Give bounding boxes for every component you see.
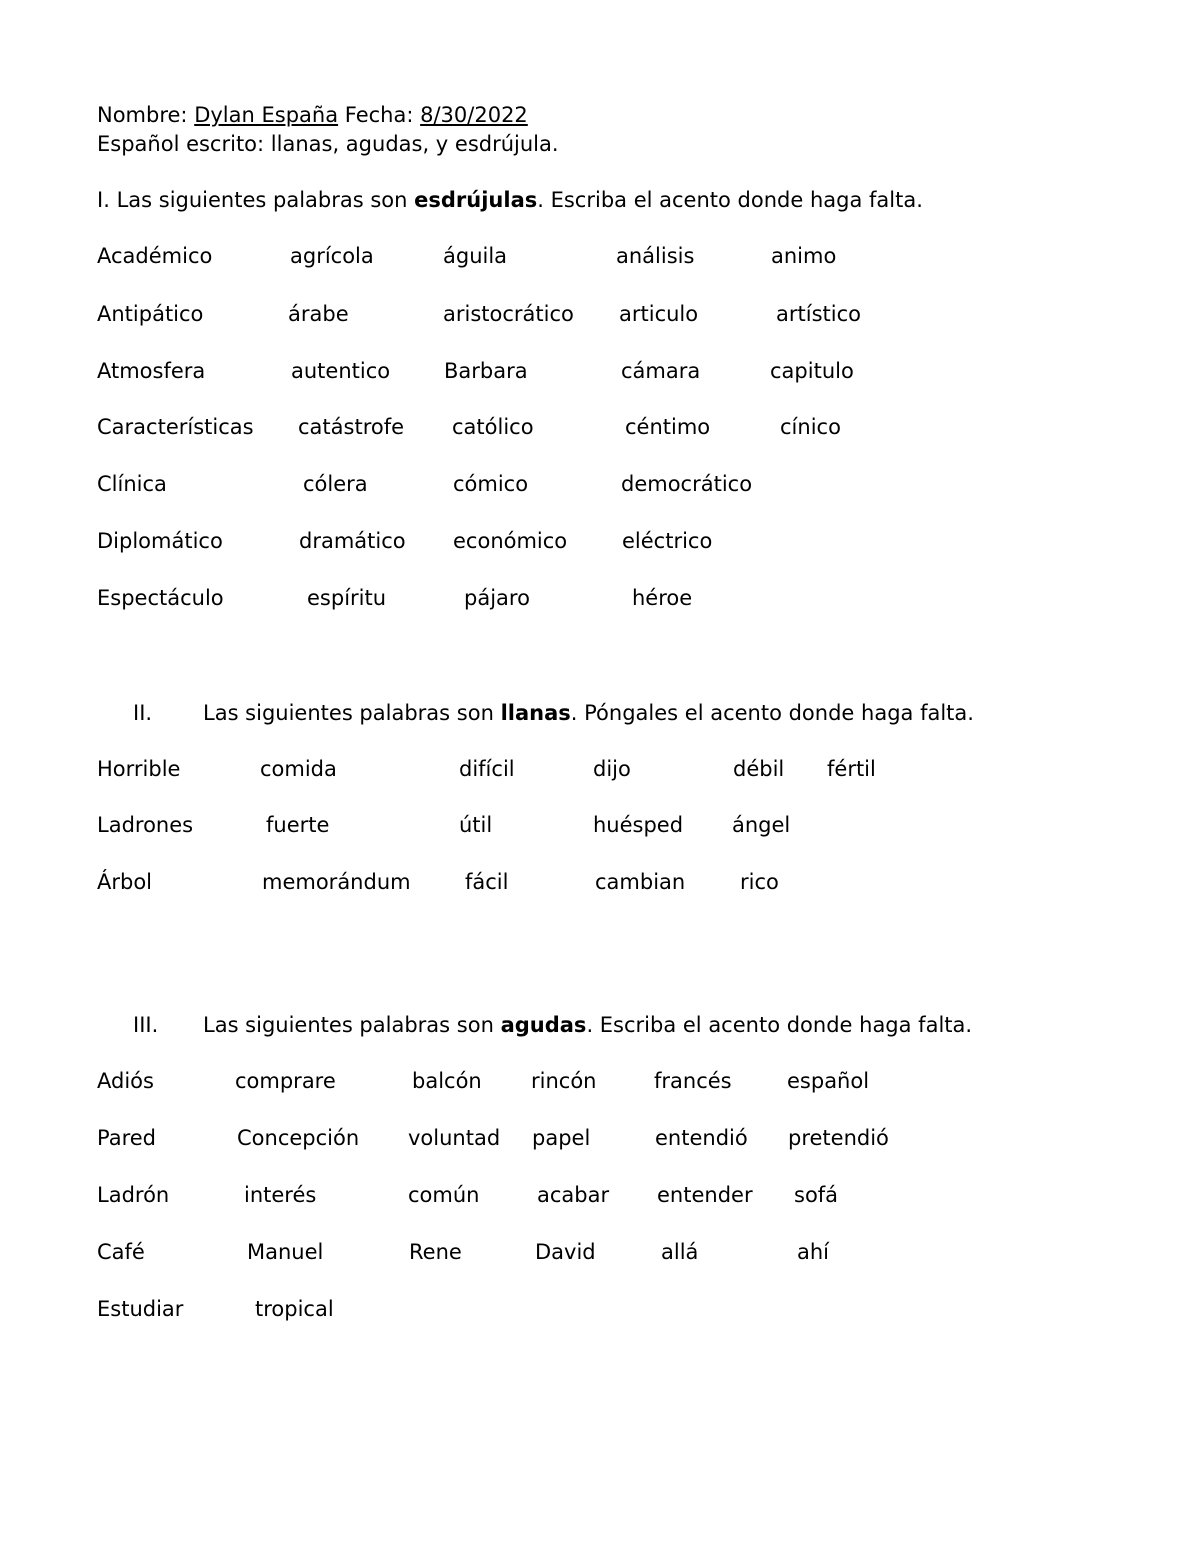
word-item: económico bbox=[453, 529, 568, 553]
word-item: Adiós bbox=[97, 1069, 154, 1093]
word-item: cambian bbox=[595, 870, 686, 894]
word-item: balcón bbox=[412, 1069, 482, 1093]
word-item: Antipático bbox=[97, 302, 204, 326]
word-item: entendió bbox=[655, 1126, 748, 1150]
word-item: Diplomático bbox=[97, 529, 223, 553]
word-item: Árbol bbox=[97, 870, 153, 894]
word-item: eléctrico bbox=[622, 529, 713, 553]
section-1-pre: Las siguientes palabras son bbox=[116, 188, 408, 212]
word-item: cómico bbox=[453, 472, 529, 496]
word-item: pretendió bbox=[788, 1126, 889, 1150]
section-1-heading bbox=[97, 187, 923, 213]
word-item: común bbox=[408, 1183, 480, 1207]
word-item: débil bbox=[733, 757, 785, 781]
word-item: fácil bbox=[465, 870, 509, 894]
word-item: Pared bbox=[97, 1126, 157, 1150]
word-item: dijo bbox=[593, 757, 631, 781]
word-item: interés bbox=[244, 1183, 317, 1207]
word-item: aristocrático bbox=[443, 302, 574, 326]
section-3-keyword: agudas bbox=[500, 1013, 587, 1037]
word-item: Concepción bbox=[237, 1126, 360, 1150]
word-item: catástrofe bbox=[298, 415, 405, 439]
word-item: huésped bbox=[593, 813, 684, 837]
section-2-keyword: llanas bbox=[500, 701, 571, 725]
word-item: Académico bbox=[97, 244, 213, 268]
section-3-pre: Las siguientes palabras son bbox=[203, 1013, 494, 1037]
word-item: tropical bbox=[255, 1297, 334, 1321]
word-item: Características bbox=[97, 415, 254, 439]
word-item: Rene bbox=[409, 1240, 462, 1264]
word-item: árabe bbox=[288, 302, 349, 326]
word-item: Ladrón bbox=[97, 1183, 170, 1207]
word-item: francés bbox=[654, 1069, 732, 1093]
word-item: cámara bbox=[621, 359, 701, 383]
word-item: Barbara bbox=[444, 359, 528, 383]
word-item: rincón bbox=[531, 1069, 597, 1093]
word-item: articulo bbox=[619, 302, 699, 326]
word-item: comprare bbox=[235, 1069, 336, 1093]
word-item: católico bbox=[452, 415, 534, 439]
word-item: útil bbox=[459, 813, 493, 837]
word-item: Café bbox=[97, 1240, 145, 1264]
section-1-keyword: esdrújulas bbox=[414, 188, 538, 212]
word-item: comida bbox=[260, 757, 337, 781]
word-item: dramático bbox=[299, 529, 406, 553]
section-3-heading bbox=[203, 1012, 972, 1038]
word-item: Manuel bbox=[247, 1240, 324, 1264]
subject-label: Español escrito: bbox=[97, 132, 265, 156]
subject-value: llanas, agudas, y esdrújula. bbox=[270, 132, 559, 156]
word-item: animo bbox=[771, 244, 837, 268]
word-item: ahí bbox=[797, 1240, 830, 1264]
name-value: Dylan España bbox=[194, 103, 339, 127]
section-3-number: III. bbox=[133, 1013, 159, 1037]
word-item: artístico bbox=[776, 302, 861, 326]
word-item: allá bbox=[661, 1240, 699, 1264]
section-2-number: II. bbox=[133, 701, 153, 725]
word-item: David bbox=[535, 1240, 596, 1264]
word-item: voluntad bbox=[408, 1126, 501, 1150]
name-label: Nombre: bbox=[97, 103, 188, 127]
section-1-post: . Escriba el acento donde haga falta. bbox=[537, 188, 923, 212]
word-item: águila bbox=[443, 244, 508, 268]
word-item: héroe bbox=[632, 586, 693, 610]
word-item: Horrible bbox=[97, 757, 181, 781]
word-item: capitulo bbox=[770, 359, 854, 383]
word-item: rico bbox=[740, 870, 779, 894]
section-2-post: . Póngales el acento donde haga falta. bbox=[570, 701, 974, 725]
word-item: Estudiar bbox=[97, 1297, 184, 1321]
word-item: difícil bbox=[459, 757, 515, 781]
section-2-pre: Las siguientes palabras son bbox=[203, 701, 494, 725]
word-item: acabar bbox=[537, 1183, 610, 1207]
word-item: Espectáculo bbox=[97, 586, 224, 610]
word-item: autentico bbox=[291, 359, 391, 383]
word-item: ángel bbox=[732, 813, 791, 837]
section-3-post: . Escriba el acento donde haga falta. bbox=[586, 1013, 973, 1037]
word-item: Clínica bbox=[97, 472, 167, 496]
word-item: cínico bbox=[780, 415, 841, 439]
section-2-heading bbox=[203, 700, 974, 726]
word-item: entender bbox=[657, 1183, 753, 1207]
word-item: papel bbox=[532, 1126, 591, 1150]
word-item: análisis bbox=[616, 244, 695, 268]
word-item: sofá bbox=[794, 1183, 839, 1207]
word-item: fuerte bbox=[266, 813, 330, 837]
section-1-number: I. bbox=[97, 188, 110, 212]
word-item: Ladrones bbox=[97, 813, 194, 837]
header-subject-line bbox=[97, 131, 559, 157]
word-item: español bbox=[787, 1069, 870, 1093]
word-item: memorándum bbox=[262, 870, 411, 894]
date-value: 8/30/2022 bbox=[420, 103, 528, 127]
word-item: Atmosfera bbox=[97, 359, 206, 383]
date-label: Fecha: bbox=[344, 103, 414, 127]
word-item: céntimo bbox=[625, 415, 711, 439]
header-name-line bbox=[97, 102, 528, 128]
word-item: pájaro bbox=[464, 586, 530, 610]
word-item: cólera bbox=[303, 472, 368, 496]
word-item: agrícola bbox=[290, 244, 374, 268]
word-item: democrático bbox=[621, 472, 753, 496]
word-item: espíritu bbox=[307, 586, 387, 610]
word-item: fértil bbox=[827, 757, 876, 781]
